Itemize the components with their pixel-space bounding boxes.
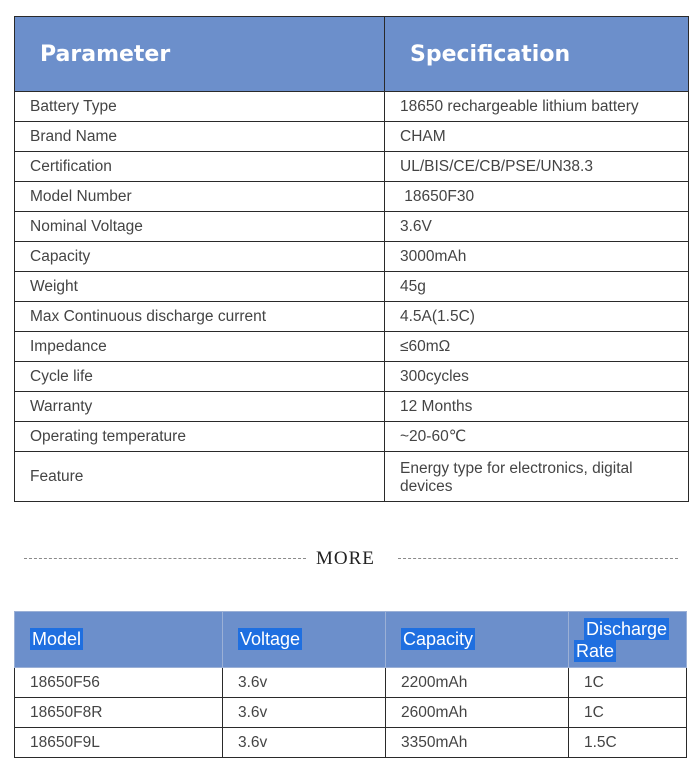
spec-row [15,392,689,422]
spec-row [15,182,689,212]
voltage-cell: 3.6v [223,728,386,758]
model-header-row [15,612,687,668]
discharge-rate-header: Discharge Rate [569,612,687,668]
param-label: Operating temperature [15,422,385,452]
dashed-line-right [398,558,678,559]
more-divider [0,538,700,578]
model-row [15,698,687,728]
model-table [14,611,687,758]
param-label: Certification [15,152,385,182]
param-label: Weight [15,272,385,302]
param-label: Feature [15,452,385,502]
spec-row [15,302,689,332]
dashed-line-left [24,558,306,559]
capacity-cell: 2200mAh [386,668,569,698]
param-value: CHAM [385,122,689,152]
param-value: ~20-60℃ [385,422,689,452]
spec-row [15,422,689,452]
spec-row [15,272,689,302]
param-label: Nominal Voltage [15,212,385,242]
param-value: 18650 rechargeable lithium battery [385,92,689,122]
param-value: ≤60mΩ [385,332,689,362]
spec-row [15,452,689,502]
model-cell: 18650F8R [15,698,223,728]
param-value: 4.5A(1.5C) [385,302,689,332]
model-cell: 18650F9L [15,728,223,758]
param-label: Impedance [15,332,385,362]
param-value: 12 Months [385,392,689,422]
more-label: MORE [316,548,375,569]
spec-row [15,242,689,272]
param-label: Warranty [15,392,385,422]
param-label: Battery Type [15,92,385,122]
voltage-cell: 3.6v [223,668,386,698]
spec-row [15,362,689,392]
model-row [15,728,687,758]
param-value: Energy type for electronics, digital devices [385,452,689,502]
spec-row [15,122,689,152]
capacity-cell: 3350mAh [386,728,569,758]
param-label: Max Continuous discharge current [15,302,385,332]
param-value: 45g [385,272,689,302]
param-label: Cycle life [15,362,385,392]
capacity-header: Capacity [386,612,569,668]
param-value: 3.6V [385,212,689,242]
param-label: Brand Name [15,122,385,152]
specification-header: Specification [385,17,689,92]
capacity-cell: 2600mAh [386,698,569,728]
param-value: UL/BIS/CE/CB/PSE/UN38.3 [385,152,689,182]
voltage-header: Voltage [223,612,386,668]
param-label: Capacity [15,242,385,272]
rate-cell: 1.5C [569,728,687,758]
rate-cell: 1C [569,668,687,698]
model-cell: 18650F56 [15,668,223,698]
spec-table [14,16,689,502]
param-value: 18650F30 [385,182,689,212]
spec-row [15,332,689,362]
voltage-cell: 3.6v [223,698,386,728]
rate-cell: 1C [569,698,687,728]
parameter-header: Parameter [15,17,385,92]
spec-row [15,92,689,122]
model-row [15,668,687,698]
param-value: 3000mAh [385,242,689,272]
spec-header-row [15,17,689,92]
spec-row [15,152,689,182]
model-header: Model [15,612,223,668]
param-value: 300cycles [385,362,689,392]
param-label: Model Number [15,182,385,212]
spec-row [15,212,689,242]
